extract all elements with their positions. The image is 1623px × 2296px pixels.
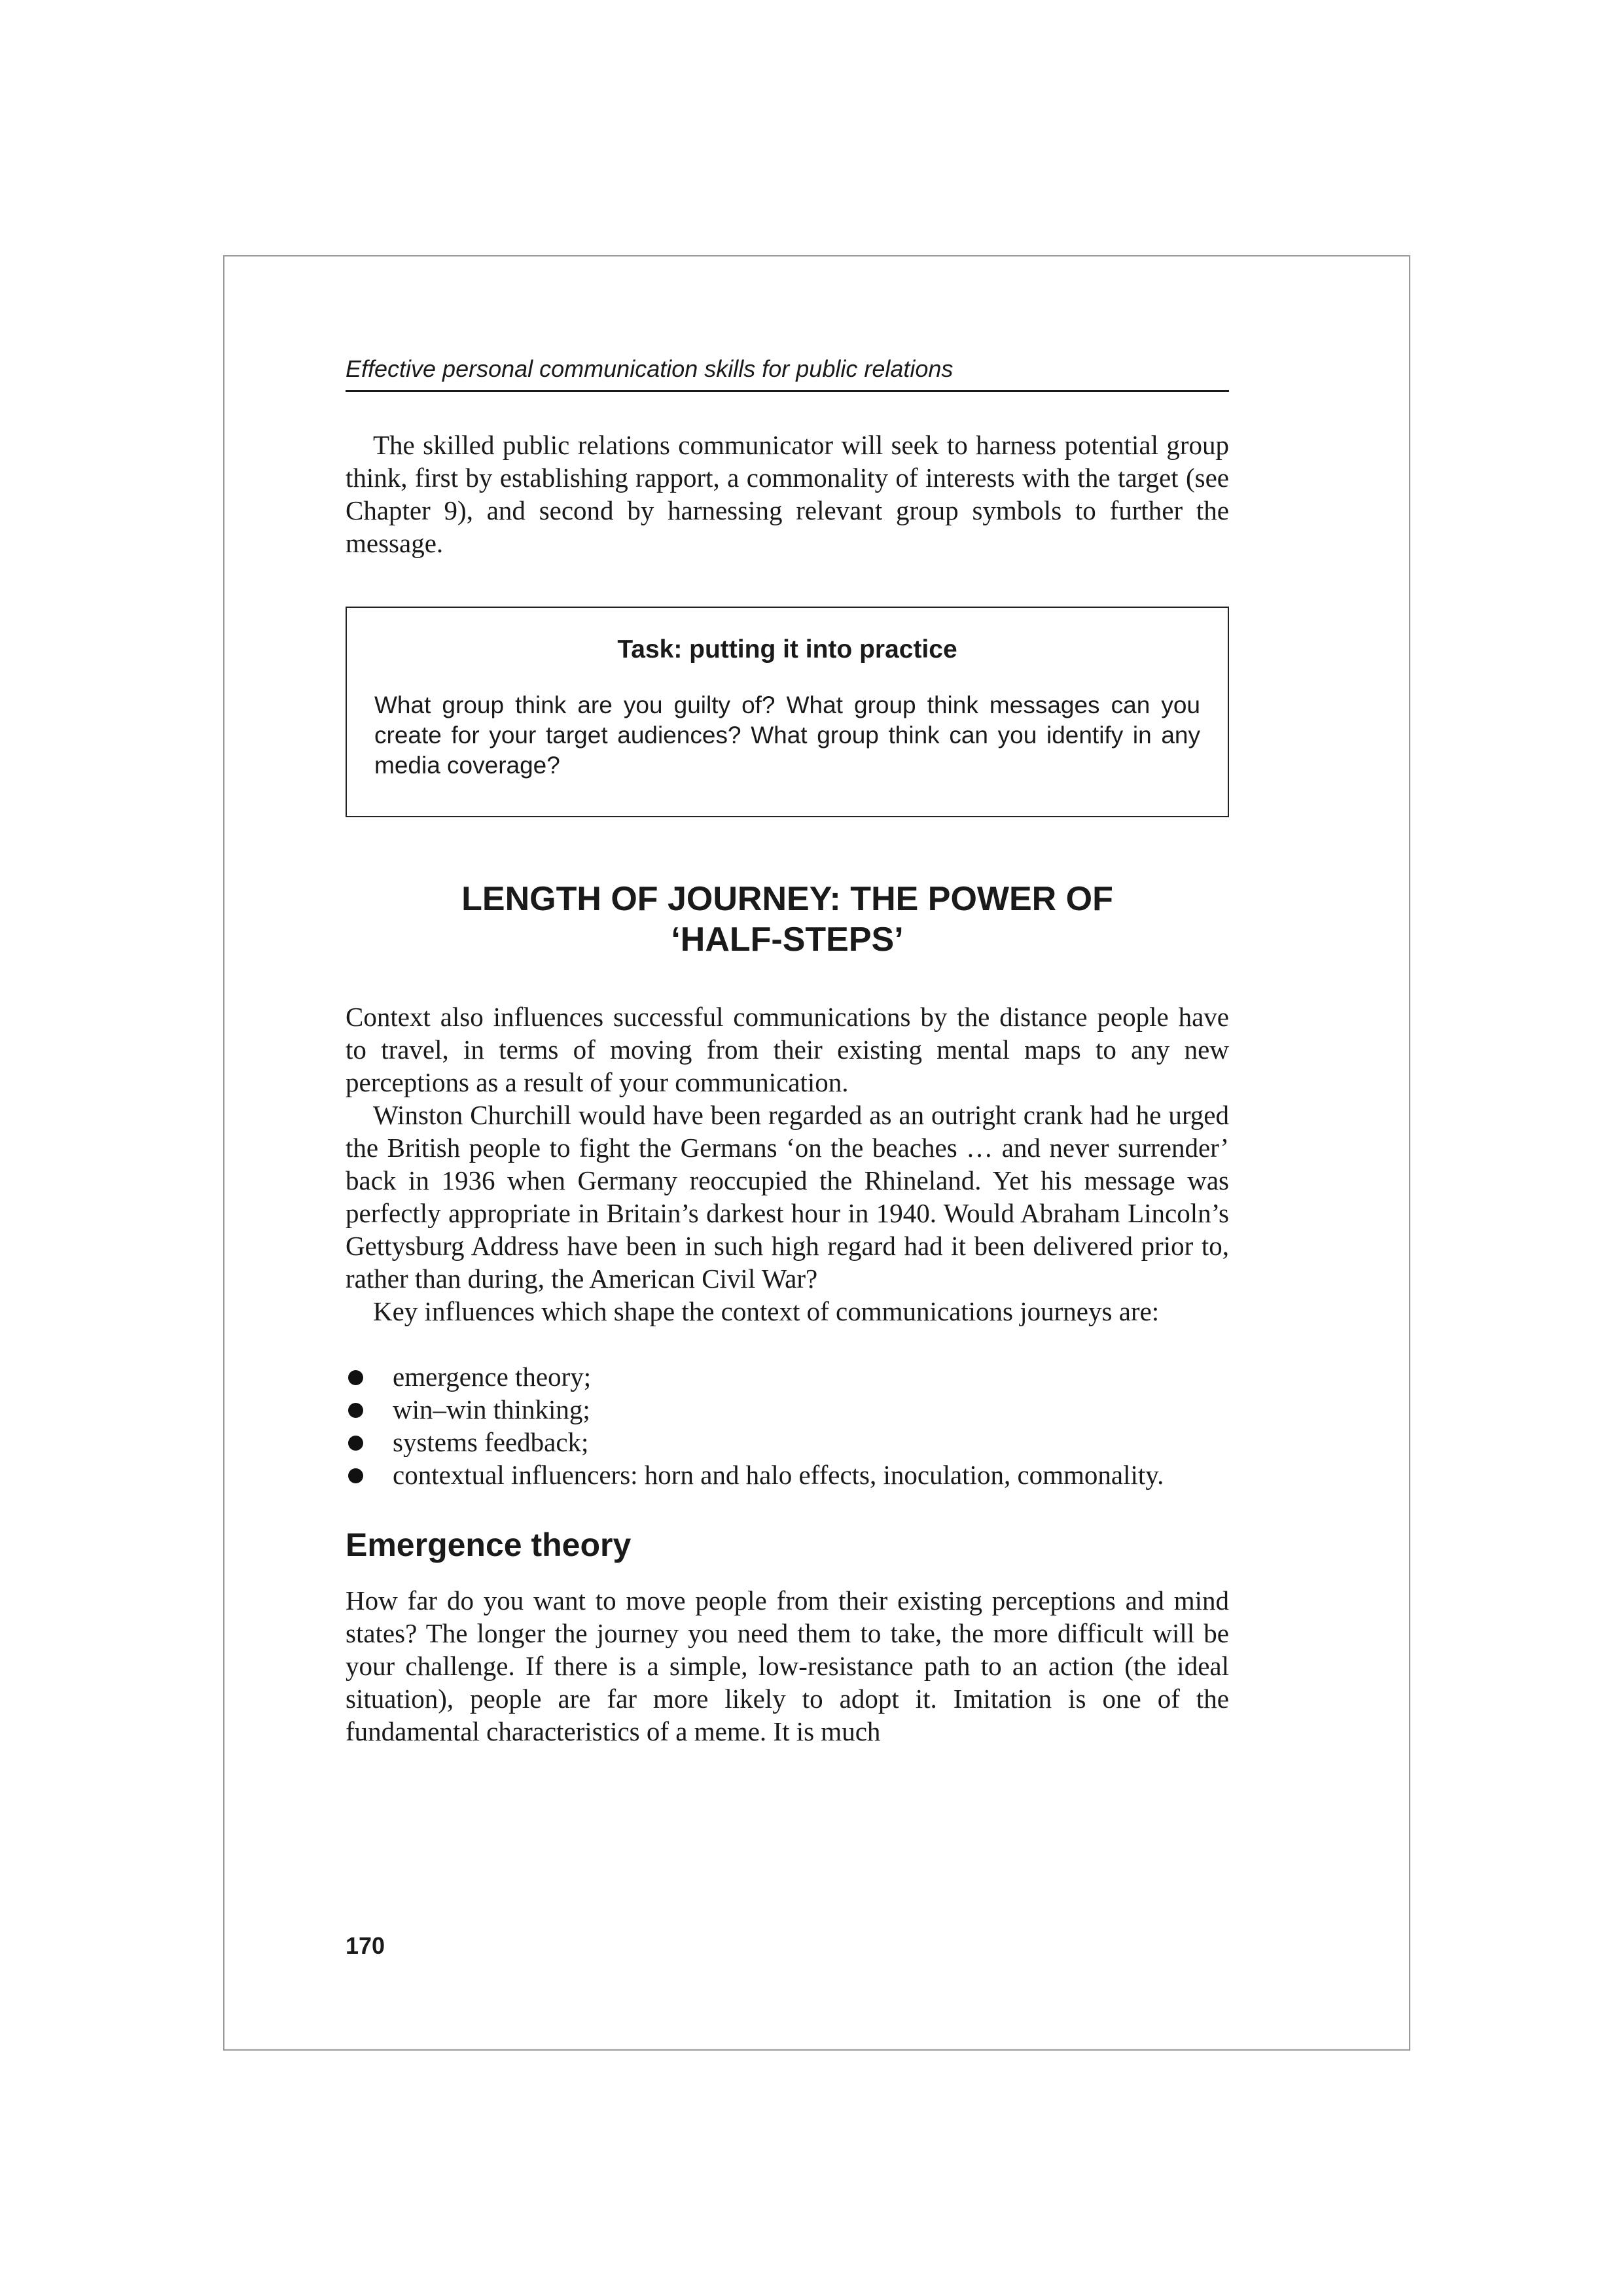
list-item (346, 1360, 1229, 1393)
body-paragraph: Winston Churchill would have been regarded as an outright crank had he urged the British people to fight the Germans ‘on the beaches … and never surrender’ back in 1936 when Germany reoccupied the Rhineland. Yet his message was perfectly appropriate in Britain’s darkest hour in 1940. Would Abraham Lincoln’s Gettysburg Address have been in such high regard had it been delivered prior to, rather than during, the American Civil War? (346, 1100, 1229, 1294)
bullet-icon (348, 1370, 363, 1385)
task-box-body: What group think are you guilty of? What group think messages can you create for your target audiences? What group think can you identify in any media coverage? (374, 692, 1200, 779)
list-item (346, 1458, 1229, 1491)
subsection-heading: Emergence theory (346, 1527, 632, 1563)
page-content (346, 351, 1229, 1748)
list-item (346, 1393, 1229, 1426)
bullet-icon (348, 1468, 363, 1483)
section-heading: LENGTH OF JOURNEY: THE POWER OF ‘HALF-STEPS’ (461, 880, 1113, 959)
page-number: 170 (346, 1932, 385, 1959)
body-paragraph: Context also influences successful communications by the distance people have to travel, in terms of moving from their existing mental maps to any new perceptions as a result of your communication. (346, 1002, 1229, 1097)
running-head: Effective personal communication skills for public relations (346, 351, 1229, 392)
list-item-text: emergence theory; (393, 1362, 592, 1392)
task-box-title: Task: putting it into practice (617, 635, 957, 663)
intro-paragraph: The skilled public relations communicator will seek to harness potential group think, first by establishing rapport, a commonality of interests with the target (see Chapter 9), and second by harnessing relevant group symbols to further the message. (346, 430, 1229, 558)
task-box (346, 607, 1229, 817)
bullet-list (346, 1360, 1229, 1491)
list-item-text: win–win thinking; (393, 1394, 590, 1424)
body-paragraph: How far do you want to move people from their existing perceptions and mind states? The longer the journey you need them to take, the more difficult will be your challenge. If there is a simple, low-resistance path to an action (the ideal situation), people are far more likely to adopt it. Imitation is one of the fundamental characteristics of a meme. It is much (346, 1585, 1229, 1746)
body-paragraph: Key influences which shape the context of communications journeys are: (373, 1296, 1160, 1326)
bullet-icon (348, 1436, 363, 1451)
list-item (346, 1426, 1229, 1458)
list-item-text: contextual influencers: horn and halo effects, inoculation, commonality. (393, 1460, 1164, 1490)
list-item-text: systems feedback; (393, 1427, 589, 1457)
bullet-icon (348, 1403, 363, 1418)
